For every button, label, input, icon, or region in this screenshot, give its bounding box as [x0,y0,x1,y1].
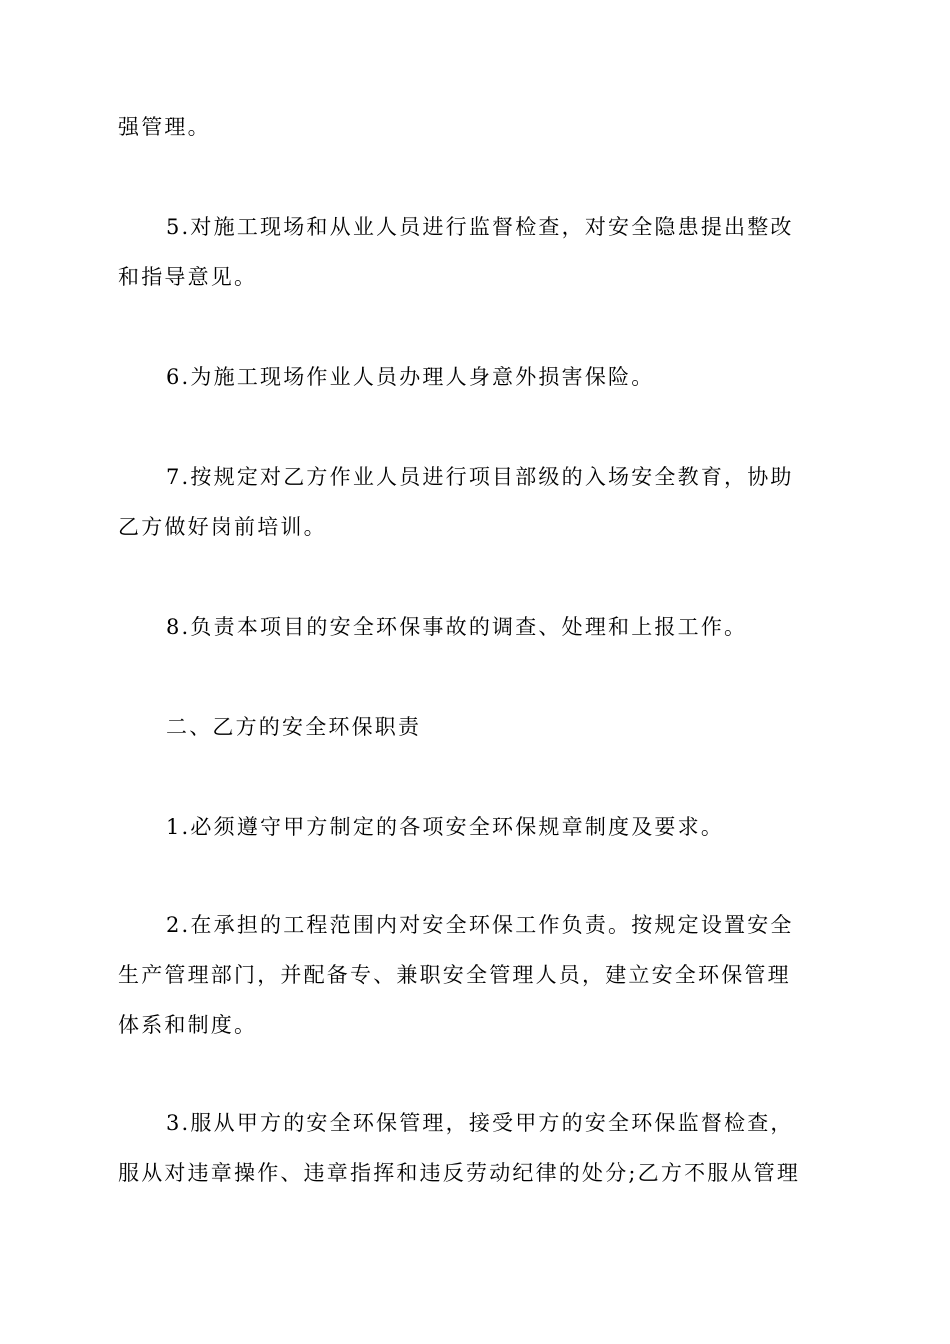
text-line: 和指导意见。 [118,265,258,289]
section-heading: 二、乙方的安全环保职责 [166,715,422,739]
text-line: 服从对违章操作、违章指挥和违反劳动纪律的处分;乙方不服从管理 [118,1161,801,1185]
text-line: 生产管理部门，并配备专、兼职安全管理人员，建立安全环保管理 [118,963,791,987]
text-line: 体系和制度。 [118,1013,258,1037]
clause-7: 7.按规定对乙方作业人员进行项目部级的入场安全教育，协助 [166,465,794,489]
text-line: 强管理。 [118,115,211,139]
clause-8: 8.负责本项目的安全环保事故的调查、处理和上报工作。 [166,615,748,639]
clause-5: 5.对施工现场和从业人员进行监督检查，对安全隐患提出整改 [166,215,794,239]
clause-3: 3.服从甲方的安全环保管理，接受甲方的安全环保监督检查， [166,1111,794,1135]
clause-2: 2.在承担的工程范围内对安全环保工作负责。按规定设置安全 [166,913,794,937]
clause-1: 1.必须遵守甲方制定的各项安全环保规章制度及要求。 [166,815,725,839]
text-line: 乙方做好岗前培训。 [118,515,327,539]
clause-6: 6.为施工现场作业人员办理人身意外损害保险。 [166,365,655,389]
